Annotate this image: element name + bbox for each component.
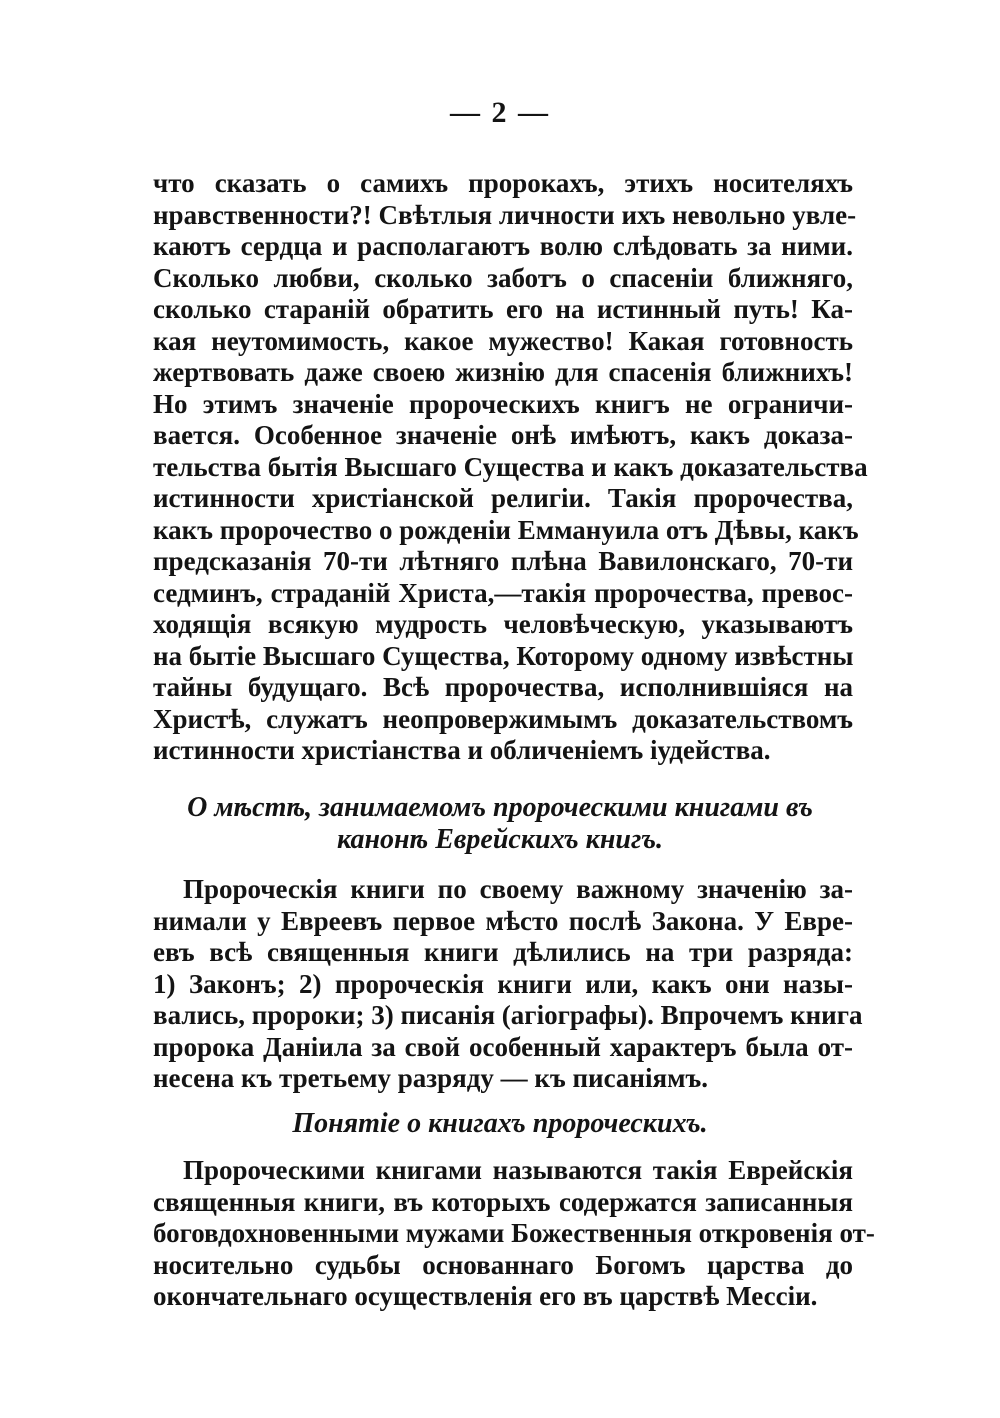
- section-heading-concept: [0, 1108, 1000, 1140]
- text-line: боговдохновенными мужами Божественныя откровенія от-: [153, 1218, 875, 1248]
- text-line: что сказать о самихъ пророкахъ, этихъ носителяхъ: [153, 168, 853, 198]
- page-number: — 2 —: [450, 96, 550, 129]
- text-line: каютъ сердца и располагаютъ волю слѣдовать за ними.: [153, 231, 853, 261]
- text-line: Пророческими книгами называются такія Еврейскія: [183, 1155, 853, 1185]
- text-line: на бытіе Высшаго Существа, Которому одному извѣстны: [153, 640, 854, 671]
- text-line: Христѣ, служатъ неопровержимымъ доказательствомъ: [153, 703, 853, 734]
- text-line: предсказанія 70-ти лѣтняго плѣна Вавилонскаго, 70-ти: [153, 546, 853, 576]
- text-line: седминъ, страданій Христа,—такія пророчества, превос-: [153, 577, 853, 608]
- text-line: Сколько любви, сколько заботъ о спасеніи ближняго,: [153, 262, 853, 293]
- text-line: священныя книги, въ которыхъ содержатся записанныя: [153, 1186, 853, 1217]
- paragraph-definition: [153, 1155, 875, 1313]
- heading-line: О мѣстѣ, занимаемомъ пророческими книгами въ: [187, 792, 813, 823]
- text-line: истинности христіанской религіи. Такія пророчества,: [153, 483, 853, 513]
- text-line: вались, пророки; 3) писанія (агіографы). Впрочемъ книга: [153, 1000, 863, 1030]
- text-line: евъ всѣ священныя книги дѣлились на три разряда:: [153, 937, 853, 967]
- text-line: Пророческія книги по своему важному значенію за-: [183, 874, 853, 904]
- text-line: ходящія всякую мудрость человѣческую, указываютъ: [153, 609, 853, 639]
- text-line: тельства бытія Высшаго Существа и какъ доказательства: [153, 451, 868, 482]
- paragraph-canon-divisions: [153, 874, 863, 1095]
- text-line: окончательнаго осуществленія его въ царствѣ Мессіи.: [153, 1281, 818, 1311]
- section-heading-place-in-canon: [0, 792, 1000, 856]
- text-line: нимали у Евреевъ первое мѣсто послѣ Закона. У Евре-: [153, 905, 853, 936]
- paragraph-prophets-significance: [153, 168, 868, 767]
- text-line: кая неутомимость, какое мужество! Какая готовность: [153, 325, 853, 356]
- text-line: нравственности?! Свѣтлыя личности ихъ невольно увле-: [153, 199, 857, 230]
- text-line: пророка Даніила за свой особенный характеръ была от-: [153, 1031, 853, 1062]
- text-line: какъ пророчество о рожденіи Еммануила отъ Дѣвы, какъ: [153, 514, 859, 545]
- text-line: носительно судьбы основаннаго Богомъ царства до: [153, 1249, 853, 1280]
- text-line: Но этимъ значеніе пророческихъ книгъ не ограничи-: [153, 388, 853, 419]
- text-line: сколько стараній обратить его на истинный путь! Ка-: [153, 294, 853, 324]
- text-line: истинности христіанства и обличеніемъ іудейства.: [153, 735, 771, 765]
- heading-line: канонѣ Еврейскихъ книгъ.: [336, 824, 664, 855]
- text-line: тайны будущаго. Всѣ пророчества, исполнившіяся на: [153, 672, 853, 702]
- text-line: несена къ третьему разряду — къ писаніямъ.: [153, 1063, 708, 1093]
- text-line: вается. Особенное значеніе онѣ имѣютъ, какъ доказа-: [153, 420, 853, 450]
- text-line: жертвовать даже своею жизнію для спасенія ближнихъ!: [153, 357, 853, 387]
- text-line: 1) Законъ; 2) пророческія книги или, какъ они назы-: [153, 968, 853, 999]
- heading-line: Понятіе о книгахъ пророческихъ.: [292, 1108, 708, 1139]
